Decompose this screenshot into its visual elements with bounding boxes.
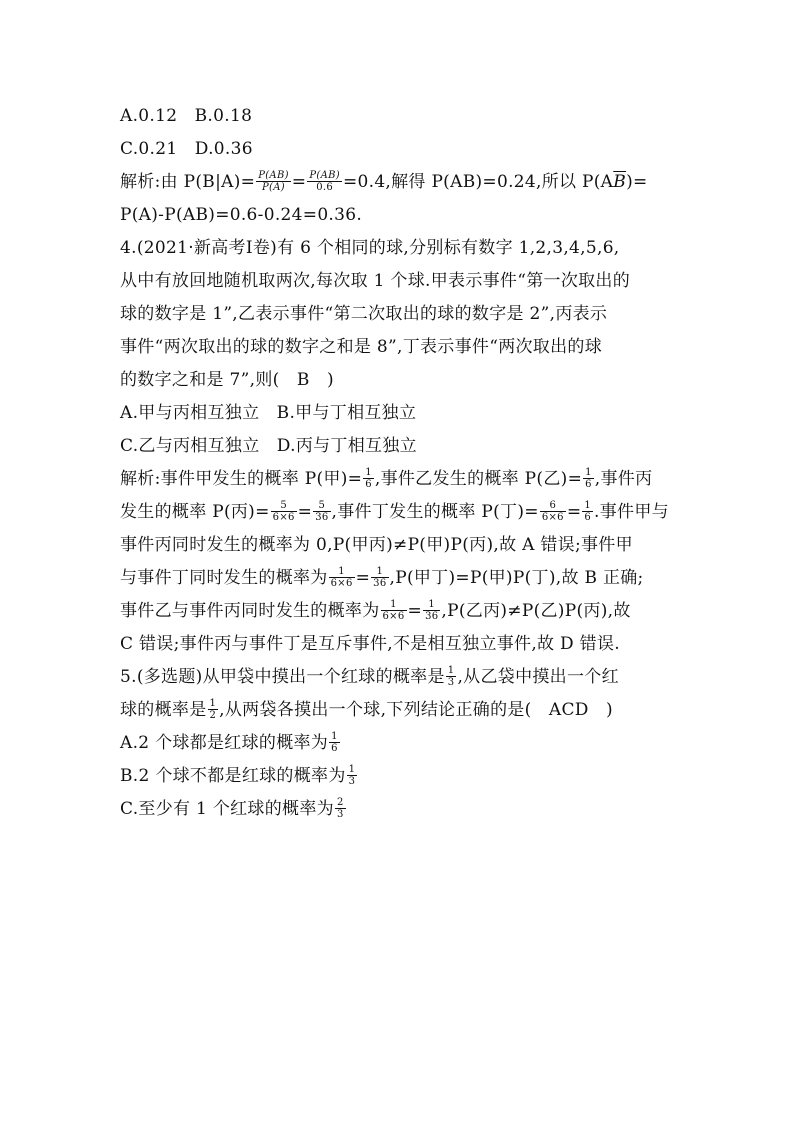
fraction: $\frac{1}{6\times 6}$ [330,566,353,589]
question-4-options-ab: A.甲与丙相互独立 B.甲与丁相互独立 [120,403,417,423]
fraction: $\frac{1}{6}$ [331,731,338,754]
question-4-line-3: 球的数字是 1”,乙表示事件“第二次取出的球的数字是 2”,丙表示 [120,304,608,324]
question-4-line-2: 从中有放回地随机取两次,每次取 1 个球.甲表示事件“第一次取出的 [120,271,631,291]
fraction: $\frac{1}{6}$ [584,500,592,523]
fraction: $\frac{1}{6\times 6}$ [382,599,405,622]
options-cd: C.0.21 D.0.36 [120,139,253,159]
question-5-option-b: B.2 个球不都是红球的概率为 $\frac{1}{3}$ [120,764,356,787]
text: 解析:由 P(B|A)= [120,172,256,192]
question-5-line-2: 球的概率是 $\frac{1}{2}$ ,从两袋各摸出一个球,下列结论正确的是( ACD ) [120,698,613,721]
question-5-line-1: 5.(多选题)从甲袋中摸出一个红球的概率是 $\frac{1}{3}$ ,从乙袋中摸出一个红 [120,665,619,688]
fraction: $\frac{1}{36}$ [373,566,387,589]
document-page [120,100,680,826]
question-4-line-4: 事件“两次取出的球的数字之和是 8”,丁表示事件“两次取出的球 [120,337,602,357]
q4-solution-line-1: 解析:事件甲发生的概率 P(甲)= $\frac{1}{6}$ ,事件乙发生的概率 P(乙)= $\frac{1}{6}$ ,事件丙 [120,467,653,490]
fraction: $\frac{1}{6}$ [365,467,372,490]
fraction: $\frac{1}{3}$ [447,665,455,688]
q4-solution-line-2: 发生的概率 P(丙)= $\frac{5}{6\times 6}$ = $\frac{5}{36}$ ,事件丁发生的概率 P(丁)= $\frac{6}{6\times 6}$ = $\frac{1}{6}$ .事件甲与 [120,500,669,523]
q4-solution-line-3: 事件丙同时发生的概率为 0,P(甲丙)≠P(甲)P(丙),故 A 错误;事件甲 [120,535,633,555]
text: =0.4,解得 P(AB)=0.24,所以 P(A [342,172,614,192]
q4-solution-line-5: 事件乙与事件丙同时发生的概率为 $\frac{1}{6\times 6}$ = $\frac{1}{36}$ ,P(乙丙)≠P(乙)P(丙),故 [120,599,631,622]
solution-line-2: P(A)-P(AB)=0.6-0.24=0.36. [120,205,363,225]
q4-solution-line-4: 与事件丁同时发生的概率为 $\frac{1}{6\times 6}$ = $\frac{1}{36}$ ,P(甲丁)=P(甲)P(丁),故 B 正确; [120,566,644,589]
question-5-option-c: C.至少有 1 个红球的概率为 $\frac{2}{3}$ [120,797,344,820]
fraction: $\frac{1}{36}$ [425,599,439,622]
b-bar: $\overline{B}$ [613,172,627,192]
question-4-line-5: 的数字之和是 7”,则( B ) [120,370,334,390]
fraction: $\frac{P(AB)}{0.6}$ [309,170,340,193]
fraction: $\frac{1}{6}$ [585,467,592,490]
fraction: $\frac{P(AB)}{P(A)}$ [258,170,289,193]
question-4-options-cd: C.乙与丙相互独立 D.丙与丁相互独立 [120,436,417,456]
q4-solution-line-6: C 错误;事件丙与事件丁是互斥事件,不是相互独立事件,故 D 错误. [120,634,620,654]
question-5-option-a: A.2 个球都是红球的概率为 $\frac{1}{6}$ [120,731,338,754]
fraction: $\frac{2}{3}$ [336,797,344,820]
fraction: $\frac{5}{36}$ [315,500,329,523]
solution-line-1: 解析:由 P(B|A)= $\frac{P(AB)}{P(A)}$ = $\frac{P(AB)}{0.6}$ =0.4,解得 P(AB)=0.24,所以 $P(A\overline{B})=$ [120,170,648,193]
options-ab: A.0.12 B.0.18 [120,106,253,126]
fraction: $\frac{1}{3}$ [348,764,356,787]
question-4-line-1: 4.(2021·新高考Ⅰ卷)有 6 个相同的球,分别标有数字 1,2,3,4,5,6, [120,238,620,258]
fraction: $\frac{5}{6\times 6}$ [272,500,295,523]
fraction: $\frac{1}{2}$ [209,698,217,721]
fraction: $\frac{6}{6\times 6}$ [541,500,564,523]
